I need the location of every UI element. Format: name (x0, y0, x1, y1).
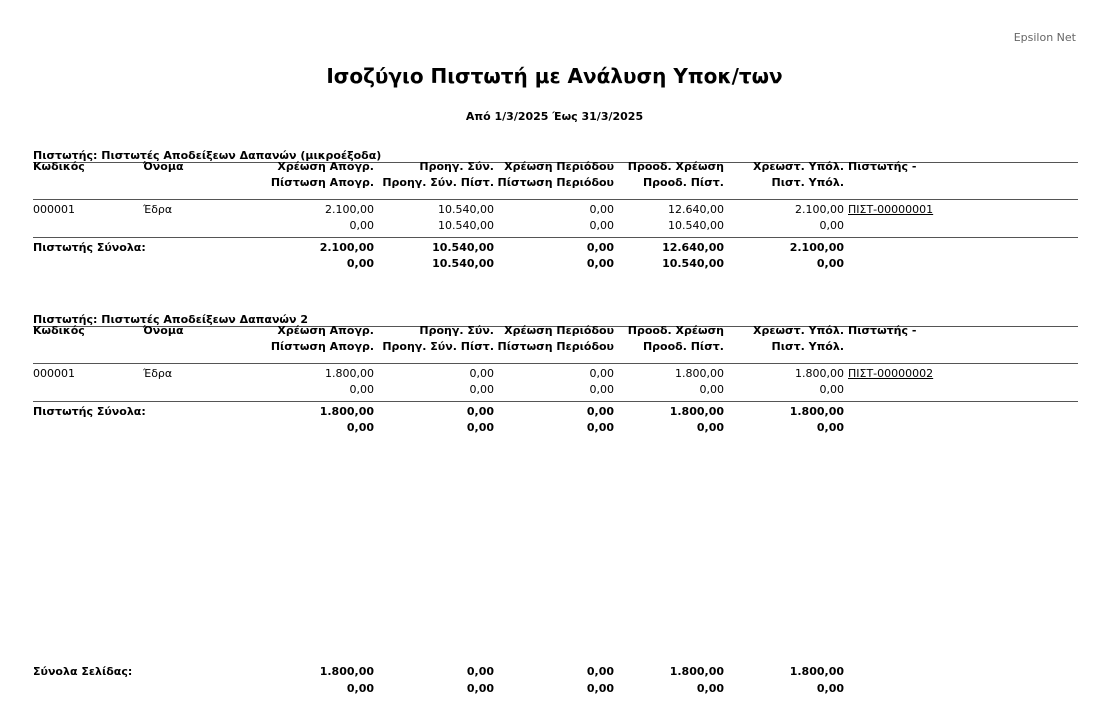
row-cumulative-debit: 1.800,00 (675, 367, 724, 380)
row-cumulative-debit: 12.640,00 (668, 203, 724, 216)
col-header-cumulative-debit: Προοδ. Χρέωση (627, 160, 724, 173)
col-header-prev-total-credit: Προηγ. Σύν. Πίστ. (382, 176, 494, 189)
page-totals-opening-debit: 1.800,00 (319, 665, 374, 678)
creditor-link[interactable]: ΠΙΣΤ-00000001 (848, 203, 934, 216)
brand-label: Epsilon Net (1013, 31, 1076, 44)
page-totals-prev-total: 0,00 (466, 665, 494, 678)
row-period-credit: 0,00 (589, 383, 614, 396)
totals-opening-credit: 0,00 (346, 421, 374, 434)
col-header-creditor: Πιστωτής - (848, 160, 917, 173)
totals-credit-balance: 0,00 (816, 257, 844, 270)
creditor-section (33, 149, 1078, 279)
totals-cumulative-credit: 0,00 (696, 421, 724, 434)
row-cumulative-credit: 0,00 (699, 383, 724, 396)
col-header-prev-total: Προηγ. Σύν. (419, 160, 494, 173)
row-divider (33, 363, 1078, 364)
totals-credit-balance: 0,00 (816, 421, 844, 434)
row-divider (33, 199, 1078, 200)
row-credit-balance: 0,00 (819, 383, 844, 396)
row-name: Έδρα (143, 367, 173, 380)
row-opening-debit: 2.100,00 (325, 203, 374, 216)
totals-cumulative-debit: 1.800,00 (669, 405, 724, 418)
col-header-opening-credit: Πίστωση Απογρ. (270, 340, 374, 353)
totals-period-debit: 0,00 (586, 405, 614, 418)
report-period: Από 1/3/2025 Έως 31/3/2025 (465, 110, 644, 123)
totals-divider (33, 401, 1078, 402)
row-credit-balance: 0,00 (819, 219, 844, 232)
totals-opening-debit: 2.100,00 (319, 241, 374, 254)
totals-prev-total: 10.540,00 (432, 241, 494, 254)
section-title: Πιστωτής: Πιστωτές Αποδείξεων Δαπανών 2 (33, 313, 308, 326)
row-period-credit: 0,00 (589, 219, 614, 232)
col-header-period-credit: Πίστωση Περιόδου (497, 176, 614, 189)
col-header-code: Κωδικός (33, 324, 85, 337)
totals-debit-balance: 1.800,00 (789, 405, 844, 418)
row-name: Έδρα (143, 203, 173, 216)
row-code: 000001 (33, 203, 75, 216)
row-debit-balance: 1.800,00 (795, 367, 844, 380)
page-totals-debit-balance: 1.800,00 (789, 665, 844, 678)
totals-divider (33, 237, 1078, 238)
col-header-opening-credit: Πίστωση Απογρ. (270, 176, 374, 189)
row-opening-debit: 1.800,00 (325, 367, 374, 380)
page-totals-opening-credit: 0,00 (346, 682, 374, 695)
col-header-code: Κωδικός (33, 160, 85, 173)
row-period-debit: 0,00 (589, 203, 614, 216)
row-code: 000001 (33, 367, 75, 380)
totals-label: Πιστωτής Σύνολα: (33, 405, 146, 418)
col-header-debit-balance: Χρεωστ. Υπόλ. (753, 160, 844, 173)
row-debit-balance: 2.100,00 (795, 203, 844, 216)
row-opening-credit: 0,00 (349, 219, 374, 232)
page-totals-cumulative-debit: 1.800,00 (669, 665, 724, 678)
row-prev-total-credit: 0,00 (469, 383, 494, 396)
report-title: Ισοζύγιο Πιστωτή με Ανάλυση Υποκ/των (326, 64, 783, 88)
page-totals-period-credit: 0,00 (586, 682, 614, 695)
col-header-debit-balance: Χρεωστ. Υπόλ. (753, 324, 844, 337)
page-totals-prev-total-credit: 0,00 (466, 682, 494, 695)
col-header-period-debit: Χρέωση Περιόδου (504, 160, 614, 173)
creditor-section (33, 313, 1078, 443)
page-totals-period-debit: 0,00 (586, 665, 614, 678)
totals-period-credit: 0,00 (586, 421, 614, 434)
totals-cumulative-debit: 12.640,00 (662, 241, 724, 254)
totals-debit-balance: 2.100,00 (789, 241, 844, 254)
page-totals-label: Σύνολα Σελίδας: (33, 665, 133, 678)
col-header-prev-total-credit: Προηγ. Σύν. Πίστ. (382, 340, 494, 353)
col-header-cumulative-credit: Προοδ. Πίστ. (642, 340, 724, 353)
totals-prev-total-credit: 10.540,00 (432, 257, 494, 270)
totals-opening-debit: 1.800,00 (319, 405, 374, 418)
row-period-debit: 0,00 (589, 367, 614, 380)
col-header-name: Όνομα (143, 160, 184, 173)
col-header-opening-debit: Χρέωση Απογρ. (277, 324, 374, 337)
row-prev-total-credit: 10.540,00 (438, 219, 494, 232)
row-cumulative-credit: 10.540,00 (668, 219, 724, 232)
totals-cumulative-credit: 10.540,00 (662, 257, 724, 270)
creditor-link[interactable]: ΠΙΣΤ-00000002 (848, 367, 934, 380)
row-opening-credit: 0,00 (349, 383, 374, 396)
col-header-cumulative-credit: Προοδ. Πίστ. (642, 176, 724, 189)
totals-period-debit: 0,00 (586, 241, 614, 254)
page-totals (33, 665, 1078, 705)
row-prev-total: 0,00 (469, 367, 494, 380)
section-title: Πιστωτής: Πιστωτές Αποδείξεων Δαπανών (μικροέξοδα) (33, 149, 382, 162)
totals-prev-total-credit: 0,00 (466, 421, 494, 434)
col-header-credit-balance: Πιστ. Υπόλ. (771, 340, 844, 353)
col-header-period-debit: Χρέωση Περιόδου (504, 324, 614, 337)
col-header-opening-debit: Χρέωση Απογρ. (277, 160, 374, 173)
totals-period-credit: 0,00 (586, 257, 614, 270)
page-totals-cumulative-credit: 0,00 (696, 682, 724, 695)
col-header-credit-balance: Πιστ. Υπόλ. (771, 176, 844, 189)
col-header-period-credit: Πίστωση Περιόδου (497, 340, 614, 353)
col-header-prev-total: Προηγ. Σύν. (419, 324, 494, 337)
col-header-name: Όνομα (143, 324, 184, 337)
totals-label: Πιστωτής Σύνολα: (33, 241, 146, 254)
col-header-creditor: Πιστωτής - (848, 324, 917, 337)
col-header-cumulative-debit: Προοδ. Χρέωση (627, 324, 724, 337)
totals-opening-credit: 0,00 (346, 257, 374, 270)
row-prev-total: 10.540,00 (438, 203, 494, 216)
totals-prev-total: 0,00 (466, 405, 494, 418)
page-totals-credit-balance: 0,00 (816, 682, 844, 695)
